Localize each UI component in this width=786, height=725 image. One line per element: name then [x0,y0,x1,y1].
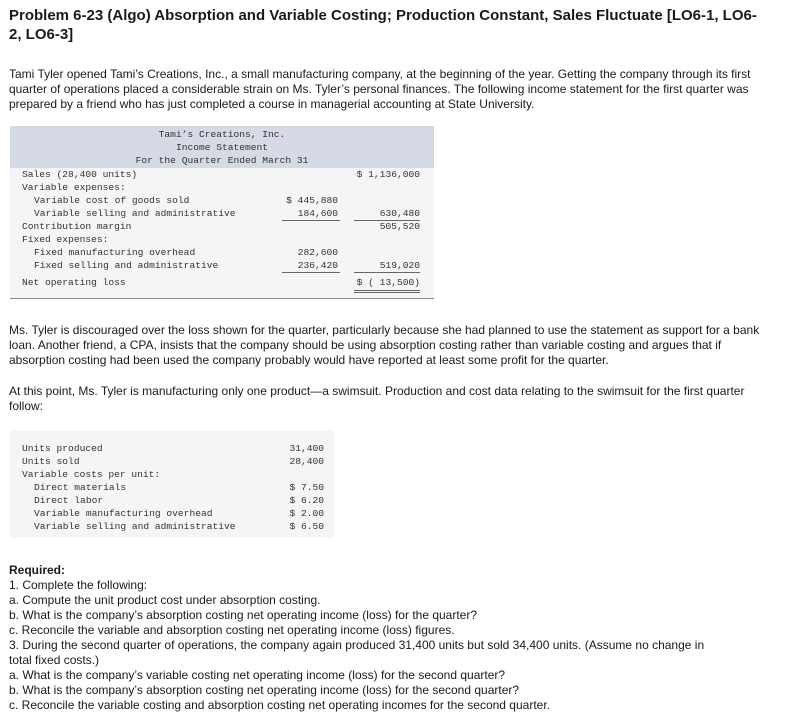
variable-sa-per-unit-value: $ 6.50 [289,521,324,532]
required-line: a. Compute the unit product cost under absorption costing. [9,593,321,607]
variable-total-value: 630,480 [379,208,420,219]
direct-labor-value: $ 6.20 [289,495,324,506]
fixed-sa-label: Fixed selling and administrative [34,260,219,271]
units-produced-value: 31,400 [289,443,324,454]
required-line: 1. Complete the following: [9,578,148,592]
variable-mfg-overhead-value: $ 2.00 [289,508,324,519]
net-operating-loss-label: Net operating loss [22,277,126,288]
income-statement [10,126,434,299]
variable-costs-per-unit-label: Variable costs per unit: [22,469,161,480]
units-sold-label: Units sold [22,456,80,467]
page-title: Problem 6-23 (Algo) Absorption and Variable Costing; Production Constant, Sales Fluctuate [LO6-1, LO6-2, LO6-3] [9,7,757,43]
contribution-margin-label: Contribution margin [22,221,132,232]
variable-expenses-label: Variable expenses: [22,182,126,193]
fixed-expenses-label: Fixed expenses: [22,234,109,245]
statement-company: Tami’s Creations, Inc. [158,129,286,140]
production-intro-paragraph: At this point, Ms. Tyler is manufacturing only one product—a swimsuit. Production and cost data relating to the swimsuit for the first quarter follow: [9,384,745,413]
units-sold-value: 28,400 [289,456,324,467]
fixed-total-value: 519,020 [379,260,420,271]
production-cost-data [10,430,334,538]
required-line: c. Reconcile the variable and absorption costing net operating income (loss) figures. [9,623,455,637]
sales-label: Sales (28,400 units) [22,169,138,180]
fixed-subtotal-rule [282,272,340,273]
required-heading: Required: [9,563,66,577]
net-double-rule-top [354,290,420,291]
fixed-sa-value: 236,420 [297,260,338,271]
fixed-mfg-overhead-value: 282,600 [297,247,338,258]
variable-sa-label: Variable selling and administrative [34,208,236,219]
direct-materials-label: Direct materials [34,482,127,493]
required-line: total fixed costs.) [9,653,100,667]
sales-value: $ 1,136,000 [356,169,420,180]
fixed-total-rule [354,272,420,273]
net-double-rule-bottom [354,292,420,293]
required-line: b. What is the company’s absorption costing net operating income (loss) for the second quarter? [9,683,520,697]
required-section [9,563,779,713]
variable-mfg-overhead-label: Variable manufacturing overhead [34,508,213,519]
fixed-mfg-overhead-label: Fixed manufacturing overhead [34,247,196,258]
variable-subtotal-rule [282,220,340,221]
variable-sa-value: 184,600 [297,208,338,219]
statement-header [10,126,434,168]
intro-paragraph: Tami Tyler opened Tami’s Creations, Inc., a small manufacturing company, at the beginning of the year. Getting the company through its first quarter of operations placed a considerable strain on Ms. Tyler’s personal finances. The following income statement for the first quarter was prepared by a friend who has just completed a course in managerial accounting at State University. [9,67,751,111]
required-line: a. What is the company’s variable costing net operating income (loss) for the second quarter? [9,668,506,682]
contribution-margin-value: 505,520 [379,221,420,232]
net-operating-loss-value: $ ( 13,500) [356,277,420,288]
units-produced-label: Units produced [22,443,103,454]
loss-discussion-paragraph: Ms. Tyler is discouraged over the loss shown for the quarter, particularly because she had planned to use the statement as support for a bank loan. Another friend, a CPA, insists that the company should be using absorption costing rather than variable costing and argues that if absorption costing had been used the company probably would have reported at least some profit for the quarter. [9,323,760,367]
variable-sa-per-unit-label: Variable selling and administrative [34,521,236,532]
statement-name: Income Statement [175,142,269,153]
required-line: c. Reconcile the variable costing and absorption costing net operating incomes for the second quarter. [9,698,550,712]
direct-materials-value: $ 7.50 [289,482,324,493]
statement-period: For the Quarter Ended March 31 [135,155,309,166]
required-line: b. What is the company’s absorption costing net operating income (loss) for the quarter? [9,608,478,622]
variable-cogs-label: Variable cost of goods sold [34,195,190,206]
required-line: 3. During the second quarter of operations, the company again produced 31,400 units but sold 34,400 units. (Assume no change in [9,638,705,652]
variable-cogs-value: $ 445,880 [286,195,338,206]
direct-labor-label: Direct labor [34,495,104,506]
